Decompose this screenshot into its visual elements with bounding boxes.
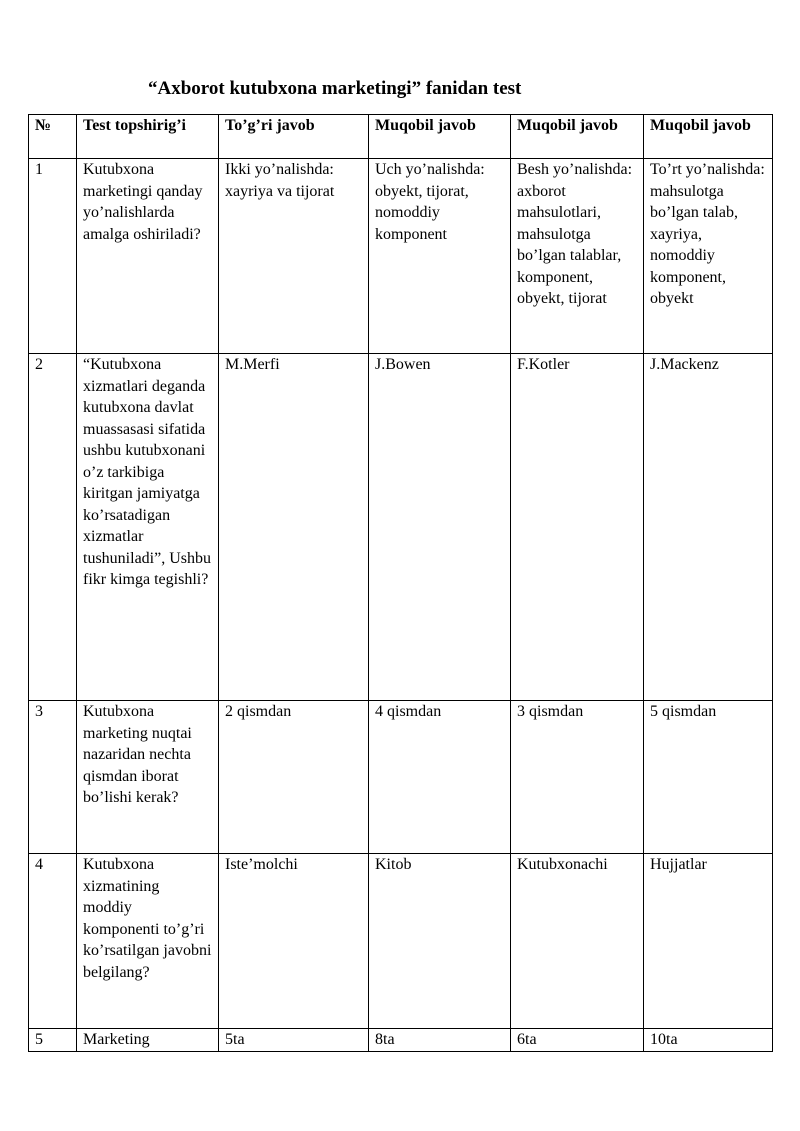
cell-correct-answer: 5ta	[219, 1029, 369, 1052]
cell-alternative-answer-3: J.Mackenz	[644, 354, 773, 701]
cell-correct-answer: Iste’molchi	[219, 854, 369, 1029]
cell-number: 4	[29, 854, 77, 1029]
header-correct-answer: To’g’ri javob	[219, 115, 369, 159]
cell-alternative-answer-2: Kutubxonachi	[511, 854, 644, 1029]
cell-number: 1	[29, 159, 77, 354]
table-header-row	[29, 115, 773, 159]
cell-alternative-answer-2: F.Kotler	[511, 354, 644, 701]
cell-alternative-answer-3: To’rt yo’nalishda: mahsulotga bo’lgan talab, xayriya, nomoddiy komponent, obyekt	[644, 159, 773, 354]
table-row	[29, 1029, 773, 1052]
cell-alternative-answer-1: Uch yo’nalishda: obyekt, tijorat, nomoddiy komponent	[369, 159, 511, 354]
cell-question: “Kutubxona xizmatlari deganda kutubxona davlat muassasasi sifatida ushbu kutubxonani o’z tarkibiga kiritgan jamiyatga ko’rsatadigan xizmatlar tushuniladi”, Ushbu fikr kimga tegishli?	[77, 354, 219, 701]
cell-question: Kutubxona marketing nuqtai nazaridan nechta qismdan iborat bo’lishi kerak?	[77, 701, 219, 854]
cell-alternative-answer-3: Hujjatlar	[644, 854, 773, 1029]
cell-question: Marketing	[77, 1029, 219, 1052]
cell-alternative-answer-2: 3 qismdan	[511, 701, 644, 854]
cell-correct-answer: 2 qismdan	[219, 701, 369, 854]
header-number: №	[29, 115, 77, 159]
header-question: Test topshirig’i	[77, 115, 219, 159]
cell-correct-answer: Ikki yo’nalishda: xayriya va tijorat	[219, 159, 369, 354]
cell-number: 5	[29, 1029, 77, 1052]
cell-alternative-answer-3: 5 qismdan	[644, 701, 773, 854]
cell-alternative-answer-1: 4 qismdan	[369, 701, 511, 854]
table-row	[29, 701, 773, 854]
cell-number: 3	[29, 701, 77, 854]
cell-alternative-answer-1: Kitob	[369, 854, 511, 1029]
header-alternative-answer-2: Muqobil javob	[511, 115, 644, 159]
table-row	[29, 854, 773, 1029]
cell-alternative-answer-2: 6ta	[511, 1029, 644, 1052]
page-title: “Axborot kutubxona marketingi” fanidan test	[148, 78, 522, 99]
table-row	[29, 159, 773, 354]
cell-alternative-answer-2: Besh yo’nalishda: axborot mahsulotlari, mahsulotga bo’lgan talablar, komponent, obyekt, tijorat	[511, 159, 644, 354]
header-alternative-answer-1: Muqobil javob	[369, 115, 511, 159]
test-table	[28, 114, 773, 1052]
cell-number: 2	[29, 354, 77, 701]
cell-correct-answer: M.Merfi	[219, 354, 369, 701]
cell-alternative-answer-1: J.Bowen	[369, 354, 511, 701]
cell-alternative-answer-3: 10ta	[644, 1029, 773, 1052]
header-alternative-answer-3: Muqobil javob	[644, 115, 773, 159]
cell-question: Kutubxona marketingi qanday yo’nalishlarda amalga oshiriladi?	[77, 159, 219, 354]
cell-alternative-answer-1: 8ta	[369, 1029, 511, 1052]
cell-question: Kutubxona xizmatining moddiy komponenti to’g’ri ko’rsatilgan javobni belgilang?	[77, 854, 219, 1029]
table-row	[29, 354, 773, 701]
